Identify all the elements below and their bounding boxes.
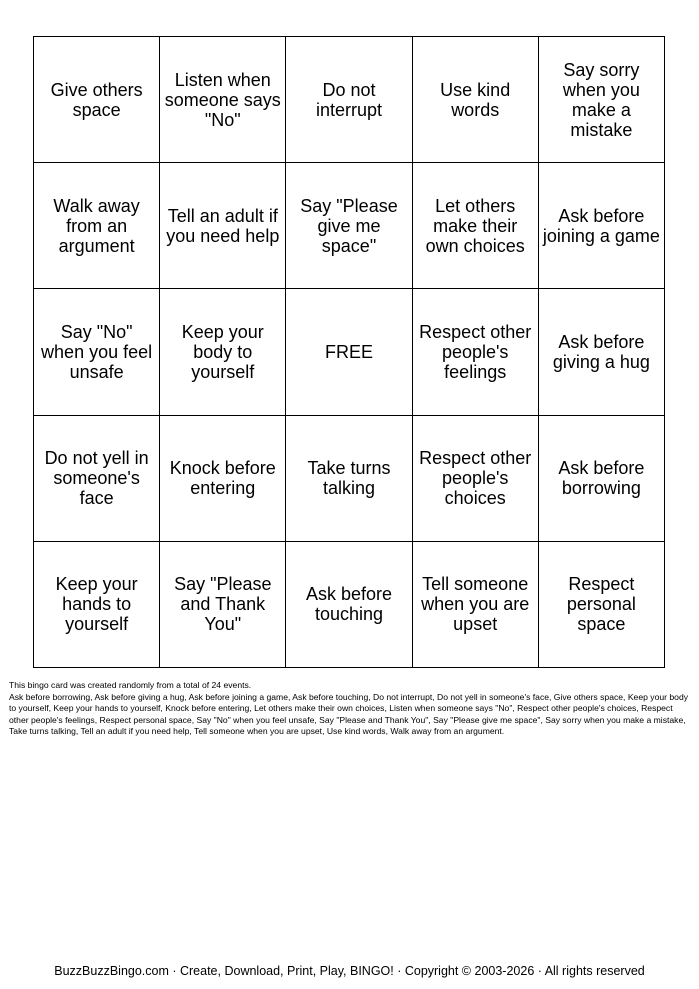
bingo-cell-text: Knock before entering xyxy=(169,458,276,499)
bingo-cell xyxy=(160,163,286,289)
bingo-cell-text: Ask before joining a game xyxy=(542,205,660,246)
bingo-cell xyxy=(34,416,160,542)
bingo-cell-text: Ask before touching xyxy=(305,584,393,625)
bingo-cell xyxy=(413,542,539,668)
page-footer: BuzzBuzzBingo.com · Create, Download, Print, Play, BINGO! · Copyright © 2003-2026 · All rights reserved xyxy=(54,964,645,978)
bingo-cell xyxy=(286,37,412,163)
bingo-cell xyxy=(286,416,412,542)
bingo-cell-text: Say sorry when you make a mistake xyxy=(562,59,640,140)
bingo-cell xyxy=(413,289,539,415)
bingo-cell xyxy=(34,289,160,415)
bingo-cell-text: Listen when someone says "No" xyxy=(164,69,281,130)
bingo-cell-text: Respect other people's choices xyxy=(419,448,532,509)
bingo-cell xyxy=(160,542,286,668)
bingo-cell xyxy=(413,416,539,542)
bingo-cell-text: Give others space xyxy=(50,79,143,120)
bingo-cell xyxy=(413,163,539,289)
bingo-cell xyxy=(539,163,665,289)
bingo-cell xyxy=(34,542,160,668)
bingo-cell xyxy=(539,37,665,163)
bingo-cell-text: Tell an adult if you need help xyxy=(166,205,280,246)
bingo-cell xyxy=(413,37,539,163)
bingo-cell-text: Ask before giving a hug xyxy=(552,331,650,372)
bingo-cell-text: Keep your body to yourself xyxy=(181,321,264,382)
bingo-cell-text: FREE xyxy=(324,341,373,362)
card-info-intro: This bingo card was created randomly from a total of 24 events. xyxy=(9,680,252,690)
bingo-cell-text: Use kind words xyxy=(440,79,511,120)
bingo-cell xyxy=(539,542,665,668)
bingo-card-grid xyxy=(33,36,665,668)
bingo-cell xyxy=(286,542,412,668)
card-info-event-list: Ask before borrowing, Ask before giving a hug, Ask before joining a game, Ask before touching, Do not interrupt, Do not yell in someone's face, Give others space, Keep your body to yourself, Keep your hands to yourself, Knock before entering, Let others make their own choices, Listen when someone says "No", Respect other people's choices, Respect other people's feelings, Respect personal space, Say "No" when you feel unsafe, Say "Please and Thank You", Say "Please give me space", Say sorry when you make a mistake, Take turns talking, Tell an adult if you need help, Tell someone when you are upset, Use kind words, Walk away from an argument. xyxy=(9,691,689,736)
bingo-cell-text: Do not yell in someone's face xyxy=(44,448,149,509)
bingo-cell xyxy=(34,37,160,163)
bingo-cell-text: Say "Please give me space" xyxy=(300,195,398,256)
bingo-cell xyxy=(160,289,286,415)
bingo-cell-text: Say "Please and Thank You" xyxy=(174,574,272,635)
card-info xyxy=(9,680,689,738)
bingo-cell-text: Say "No" when you feel unsafe xyxy=(41,321,153,382)
bingo-cell-text: Let others make their own choices xyxy=(425,195,525,256)
bingo-cell xyxy=(34,163,160,289)
bingo-free-cell xyxy=(286,289,412,415)
bingo-cell-text: Take turns talking xyxy=(307,458,391,499)
bingo-cell-text: Ask before borrowing xyxy=(558,458,645,499)
bingo-cell xyxy=(539,289,665,415)
bingo-cell xyxy=(286,163,412,289)
bingo-cell xyxy=(539,416,665,542)
bingo-cell-text: Do not interrupt xyxy=(315,79,383,120)
bingo-cell-text: Tell someone when you are upset xyxy=(421,574,530,635)
bingo-cell-text: Keep your hands to yourself xyxy=(55,574,138,635)
bingo-cell-text: Respect personal space xyxy=(566,574,636,635)
bingo-cell xyxy=(160,416,286,542)
bingo-cell xyxy=(160,37,286,163)
bingo-cell-text: Respect other people's feelings xyxy=(419,321,532,382)
bingo-cell-text: Walk away from an argument xyxy=(53,195,140,256)
